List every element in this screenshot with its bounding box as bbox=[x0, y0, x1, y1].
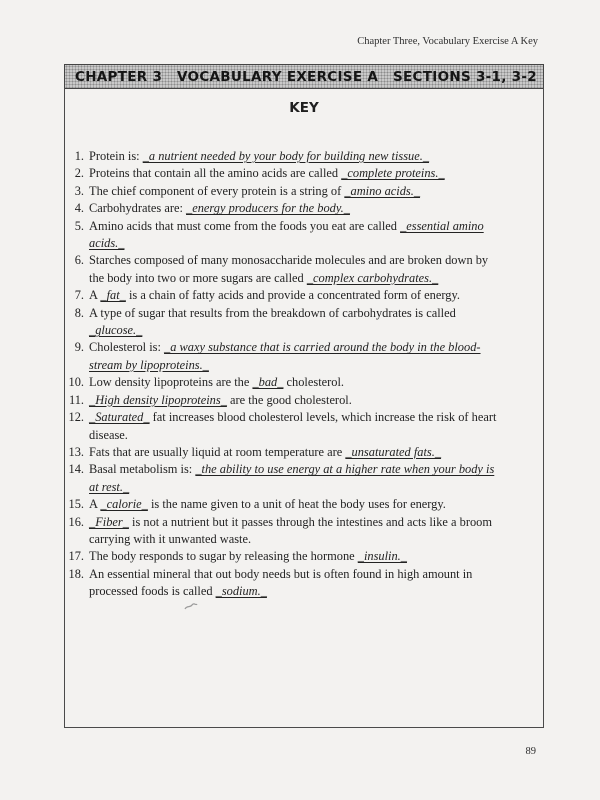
item-prompt: Amino acids that must come from the foods you eat are called bbox=[89, 218, 401, 233]
item-text bbox=[89, 287, 502, 304]
item-number: 9. bbox=[74, 340, 84, 355]
list-item bbox=[62, 183, 502, 200]
item-answer: _calorie_ bbox=[100, 497, 148, 512]
item-number: 2. bbox=[74, 166, 84, 181]
list-item bbox=[62, 218, 502, 253]
list-item bbox=[62, 374, 502, 391]
item-number: 13. bbox=[68, 444, 84, 459]
item-answer: _energy producers for the body._ bbox=[186, 201, 350, 216]
item-prompt: Fats that are usually liquid at room temperature are bbox=[89, 444, 346, 459]
item-number: 6. bbox=[74, 253, 84, 268]
item-number: 1. bbox=[74, 149, 84, 163]
item-number: 4. bbox=[74, 201, 84, 216]
item-prompt-end: is not a nutrient but it passes through the intestines and acts like a broom carrying with it unwanted waste. bbox=[89, 514, 492, 546]
item-number: 15. bbox=[68, 497, 84, 512]
item-text bbox=[89, 514, 502, 549]
answer-list bbox=[62, 148, 502, 601]
item-prompt: The chief component of every protein is a string of bbox=[89, 183, 345, 198]
list-item bbox=[62, 496, 502, 513]
item-text bbox=[89, 183, 502, 200]
item-number: 16. bbox=[68, 514, 84, 529]
item-text bbox=[89, 148, 502, 165]
list-item bbox=[62, 409, 502, 444]
exercise-title: VOCABULARY EXERCISE A bbox=[177, 68, 379, 85]
item-number: 12. bbox=[68, 410, 84, 425]
item-prompt: Cholesterol is: bbox=[89, 340, 165, 355]
list-item bbox=[62, 200, 502, 217]
item-prompt: A type of sugar that results from the breakdown of carbohydrates is called bbox=[89, 305, 456, 320]
item-prompt: The body responds to sugar by releasing the hormone bbox=[89, 549, 358, 564]
item-text bbox=[89, 409, 502, 444]
item-prompt: Starches composed of many monosaccharide molecules and are broken down by the body into two or more sugars are called bbox=[89, 253, 489, 285]
item-prompt: An essential mineral that out body needs but is often found in high amount in processed foods is called bbox=[89, 566, 473, 599]
item-prompt-end: cholesterol. bbox=[283, 375, 344, 390]
item-text bbox=[89, 374, 502, 391]
item-text bbox=[89, 200, 502, 217]
list-item bbox=[62, 548, 502, 565]
item-answer: _fat_ bbox=[100, 288, 126, 303]
pencil-smudge-mark bbox=[184, 603, 198, 611]
page-number: 89 bbox=[525, 746, 536, 757]
running-head: Chapter Three, Vocabulary Exercise A Key bbox=[357, 36, 538, 47]
item-text bbox=[89, 165, 502, 182]
item-answer: _amino acids._ bbox=[344, 183, 421, 198]
list-item bbox=[62, 165, 502, 182]
item-answer: _unsaturated fats._ bbox=[345, 444, 442, 459]
item-prompt-end: fat increases blood cholesterol levels, which increase the risk of heart disease. bbox=[89, 410, 497, 442]
item-prompt: A bbox=[89, 497, 101, 512]
item-answer: _a nutrient needed by your body for building new tissue._ bbox=[142, 149, 430, 163]
item-answer: _sodium._ bbox=[215, 584, 267, 599]
item-answer: _complex carbohydrates._ bbox=[306, 270, 439, 285]
item-text bbox=[89, 548, 502, 565]
item-prompt: Low density lipoproteins are the bbox=[89, 375, 253, 390]
item-text bbox=[89, 496, 502, 513]
item-answer: _insulin._ bbox=[357, 549, 407, 564]
item-text bbox=[89, 444, 502, 461]
item-text bbox=[89, 461, 502, 496]
item-prompt: Carbohydrates are: bbox=[89, 201, 187, 216]
item-text bbox=[89, 218, 502, 253]
item-number: 14. bbox=[68, 462, 84, 477]
item-answer: _Saturated_ bbox=[89, 410, 150, 425]
item-text bbox=[89, 392, 502, 409]
item-prompt: Protein is: bbox=[89, 149, 143, 163]
item-answer: _Fiber_ bbox=[89, 514, 129, 529]
item-prompt: A bbox=[89, 288, 101, 303]
list-item bbox=[62, 287, 502, 304]
item-answer: _a waxy substance that is carried around the body in the blood-stream by lipoproteins._ bbox=[89, 340, 481, 372]
item-text bbox=[89, 305, 502, 340]
item-number: 5. bbox=[74, 218, 84, 233]
item-text bbox=[89, 339, 502, 374]
list-item bbox=[62, 392, 502, 409]
item-prompt: Proteins that contain all the amino acids are called bbox=[89, 166, 342, 181]
item-text bbox=[89, 566, 502, 601]
item-prompt-end: are the good cholesterol. bbox=[226, 392, 352, 407]
item-number: 10. bbox=[68, 375, 84, 390]
item-number: 11. bbox=[68, 392, 84, 407]
item-number: 8. bbox=[74, 305, 84, 320]
list-item bbox=[62, 252, 502, 287]
list-item bbox=[62, 148, 502, 165]
list-item bbox=[62, 514, 502, 549]
item-answer: _essential amino acids._ bbox=[89, 218, 484, 251]
list-item bbox=[62, 305, 502, 340]
item-text bbox=[89, 252, 502, 287]
chapter-label: CHAPTER 3 bbox=[75, 68, 163, 85]
item-prompt-end: is a chain of fatty acids and provide a concentrated form of energy. bbox=[125, 288, 460, 303]
item-number: 18. bbox=[68, 566, 84, 581]
list-item bbox=[62, 461, 502, 496]
list-item bbox=[62, 566, 502, 601]
item-prompt: Basal metabolism is: bbox=[89, 462, 196, 477]
item-number: 7. bbox=[74, 288, 84, 303]
item-number: 3. bbox=[74, 183, 84, 198]
key-heading: KEY bbox=[289, 100, 319, 116]
item-answer: _bad_ bbox=[252, 375, 284, 390]
list-item bbox=[62, 444, 502, 461]
item-answer: _glucose._ bbox=[89, 323, 143, 338]
item-prompt-end: is the name given to a unit of heat the body uses for energy. bbox=[147, 497, 446, 512]
title-bar bbox=[64, 64, 544, 89]
list-item bbox=[62, 339, 502, 374]
sections-label: SECTIONS 3-1, 3-2 bbox=[392, 68, 537, 85]
item-number: 17. bbox=[68, 549, 84, 564]
item-answer: _High density lipoproteins_ bbox=[89, 392, 227, 407]
item-answer: _complete proteins._ bbox=[341, 166, 445, 181]
item-answer: _the ability to use energy at a higher rate when your body is at rest._ bbox=[89, 462, 495, 494]
